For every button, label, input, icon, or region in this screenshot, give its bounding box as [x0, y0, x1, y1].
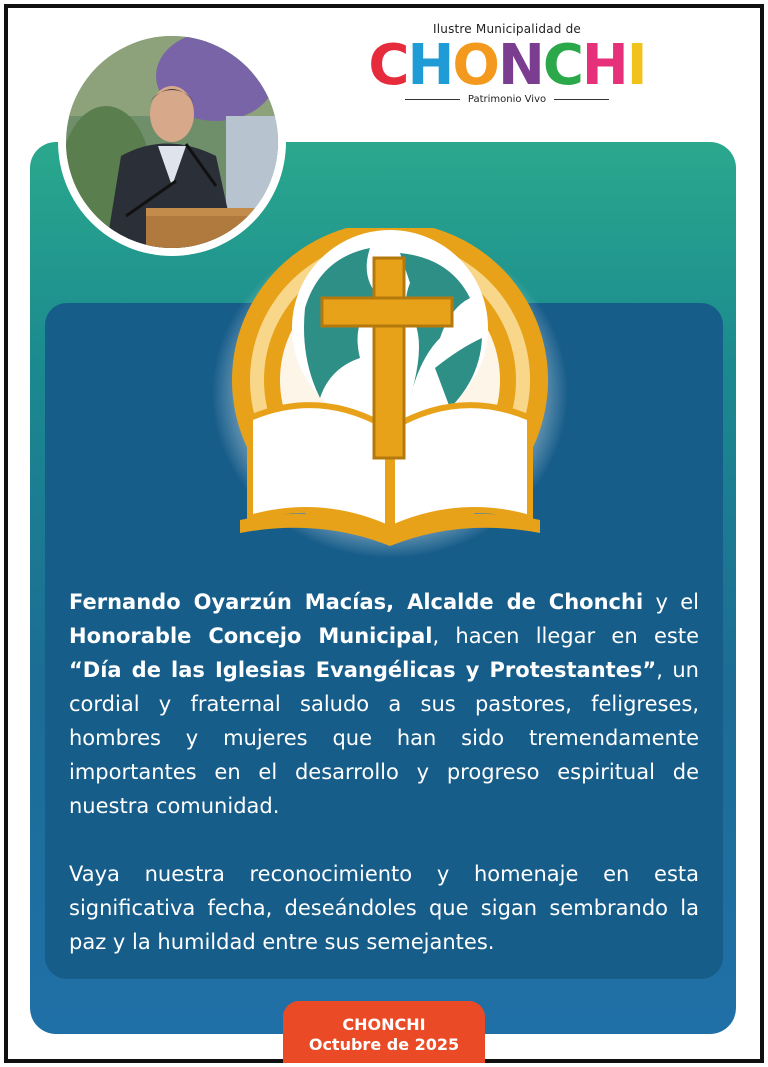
globe-cross-bible-icon: [210, 228, 570, 558]
greeting-message: [69, 585, 699, 959]
message-text: , un cordial y fraternal saludo a sus pastores, feligreses, hombres y mujeres que han sido tremendamente importantes en el desarrollo y progreso espiritual de nuestra comunidad.: [69, 658, 699, 818]
logo-wordmark: [362, 33, 652, 98]
logo-subtitle: Patrimonio Vivo: [467, 94, 547, 105]
municipal-logo: [362, 22, 652, 122]
celebration-name: “Día de las Iglesias Evangélicas y Protestantes”: [69, 658, 657, 682]
logo-letter: C: [368, 33, 408, 98]
message-text: y el: [643, 590, 699, 614]
mayor-name: Fernando Oyarzún Macías, Alcalde de Chonchi: [69, 590, 644, 614]
logo-letter: I: [626, 33, 646, 98]
logo-letter: C: [542, 33, 582, 98]
footer-date: Octubre de 2025: [308, 1035, 460, 1054]
mayor-image: [66, 36, 278, 248]
message-paragraph-2: Vaya nuestra reconocimiento y homenaje en esta significativa fecha, deseándoles que sigan sembrando la paz y la humildad entre sus semejantes.: [69, 862, 699, 954]
logo-letter: O: [452, 33, 498, 98]
council-name: Honorable Concejo Municipal: [69, 624, 433, 648]
message-text: , hacen llegar en este: [432, 624, 699, 648]
logo-top-text: Ilustre Municipalidad de: [433, 22, 581, 36]
logo-letter: N: [497, 33, 543, 98]
footer-city: CHONCHI: [342, 1015, 426, 1034]
message-paragraph-1: [69, 585, 699, 823]
logo-letter: H: [581, 33, 627, 98]
mayor-photo: [58, 28, 286, 256]
logo-letter: H: [407, 33, 453, 98]
logo-divider: [554, 99, 609, 100]
logo-divider: [405, 99, 460, 100]
footer-badge: [283, 1001, 485, 1063]
